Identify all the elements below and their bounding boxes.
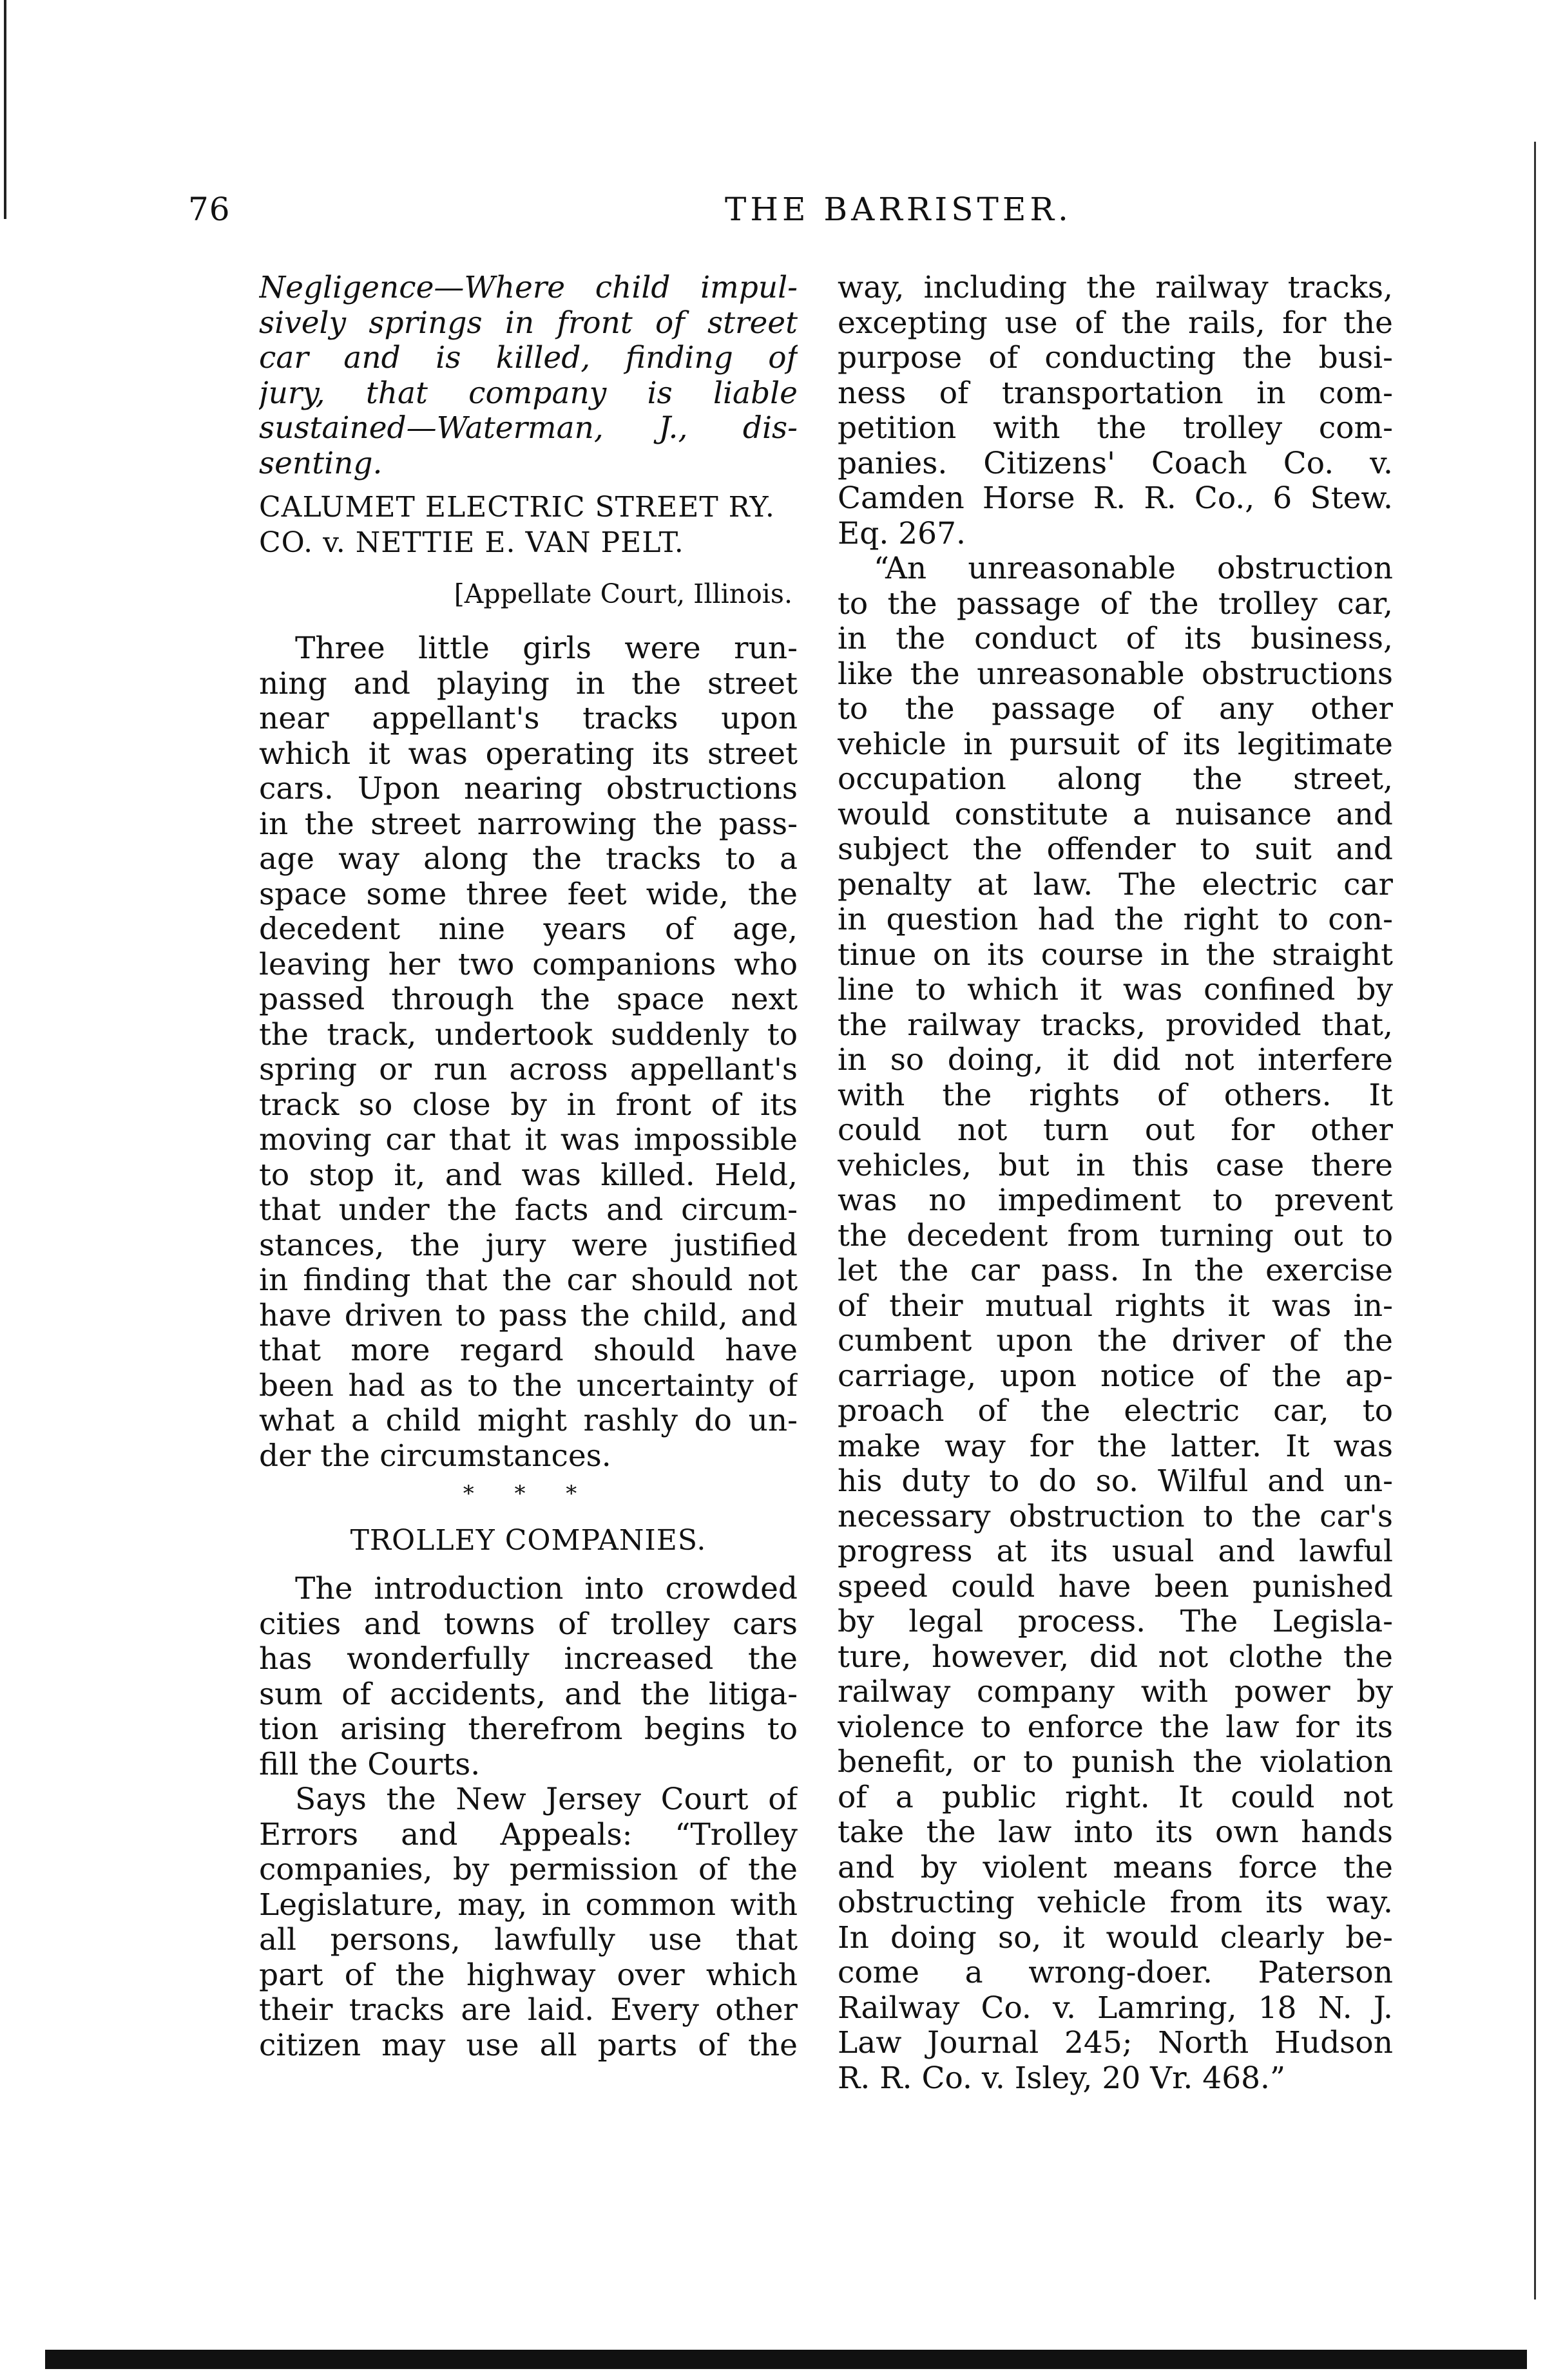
text-line: decedent nine years of age, [259, 912, 798, 947]
text-line: like the unreasonable obstructions [838, 656, 1393, 692]
text-line: necessary obstruction to the car's [838, 1499, 1393, 1534]
opinion-paragraph [259, 631, 798, 1474]
text-line: cars. Upon nearing obstructions [259, 772, 798, 806]
headnote-line: senting. [259, 446, 383, 481]
text-line: could not turn out for other [838, 1113, 1393, 1148]
text-line: with the rights of others. It [838, 1078, 1393, 1113]
quoted-paragraph [838, 551, 1393, 2096]
text-line: of their mutual rights it was in- [838, 1288, 1393, 1324]
scan-edge-left [4, 0, 6, 219]
text-line: to the passage of any other [838, 692, 1393, 727]
text-line: that under the facts and circum- [259, 1193, 798, 1228]
text-line: that more regard should have [259, 1333, 798, 1368]
headnote-line: Negligence—Where child impul- [259, 271, 798, 305]
headnote [259, 271, 798, 481]
text-line: in finding that the car should not [259, 1263, 798, 1298]
text-line: leaving her two companions who [259, 947, 798, 982]
text-line: Legislature, may, in common with [259, 1887, 798, 1923]
case-caption [259, 490, 798, 560]
text-line: panies. Citizens' Coach Co. v. [838, 446, 1393, 481]
text-line: Three little girls were run- [295, 631, 798, 666]
text-line: obstructing vehicle from its way. [838, 1885, 1393, 1920]
text-line: R. R. Co. v. Isley, 20 Vr. 468.” [838, 2061, 1285, 2096]
text-line: to stop it, and was killed. Held, [259, 1157, 798, 1193]
text-line: companies, by permission of the [259, 1852, 798, 1887]
text-line: age way along the tracks to a [259, 842, 798, 877]
body-paragraph [259, 1572, 798, 1782]
text-line: part of the highway over which [259, 1957, 798, 1993]
text-line: ture, however, did not clothe the [838, 1639, 1393, 1675]
text-line: tinue on its course in the straight [838, 937, 1393, 973]
text-line: Railway Co. v. Lamring, 18 N. J. [838, 1990, 1393, 2026]
text-line: Law Journal 245; North Hudson [838, 2026, 1393, 2061]
text-line: stances, the jury were justified [259, 1228, 798, 1263]
text-line: Camden Horse R. R. Co., 6 Stew. [838, 481, 1393, 516]
text-line: excepting use of the rails, for the [838, 305, 1393, 341]
text-line: would constitute a nuisance and [838, 797, 1393, 832]
text-line: carriage, upon notice of the ap- [838, 1358, 1393, 1394]
text-line: come a wrong-doer. Paterson [838, 1956, 1393, 1990]
case-caption-line: CO. v. NETTIE E. VAN PELT. [259, 526, 684, 559]
text-line: In doing so, it would clearly be- [838, 1920, 1393, 1956]
text-line: has wonderfully increased the [259, 1642, 798, 1677]
text-line: by legal process. The Legisla- [838, 1604, 1393, 1639]
running-head [0, 191, 1545, 242]
text-line: in question had the right to con- [838, 902, 1393, 937]
text-line: the track, undertook suddenly to [259, 1017, 798, 1052]
text-line: citizen may use all parts of the [259, 2028, 798, 2063]
text-line: what a child might rashly do un- [259, 1404, 798, 1438]
text-line: which it was operating its street [259, 736, 798, 772]
text-line: Says the New Jersey Court of [295, 1782, 798, 1817]
text-line: been had as to the uncertainty of [259, 1368, 798, 1404]
text-line: let the car pass. In the exercise [838, 1253, 1393, 1288]
text-line: and by violent means force the [838, 1850, 1393, 1885]
text-line: tion arising therefrom begins to [259, 1712, 798, 1747]
text-line: his duty to do so. Wilful and un- [838, 1464, 1393, 1499]
text-line: in the conduct of its business, [838, 622, 1393, 656]
journal-title: THE BARRISTER. [725, 191, 1072, 228]
text-line: the decedent from turning out to [838, 1218, 1393, 1253]
court-name: [Appellate Court, Illinois. [454, 578, 792, 609]
body-paragraph [259, 1782, 798, 2063]
scan-bottom-border [45, 2350, 1527, 2369]
text-line: to the passage of the trolley car, [838, 586, 1393, 622]
text-line: The introduction into crowded [295, 1572, 798, 1606]
text-line: near appellant's tracks upon [259, 701, 798, 736]
right-column [838, 271, 1393, 2096]
text-line: cities and towns of trolley cars [259, 1606, 798, 1642]
text-line: ning and playing in the street [259, 666, 798, 701]
text-line: fill the Courts. [259, 1747, 481, 1782]
text-line: way, including the railway tracks, [838, 271, 1393, 305]
text-line: spring or run across appellant's [259, 1052, 798, 1087]
text-line: sum of accidents, and the litiga- [259, 1677, 798, 1712]
text-line: the railway tracks, provided that, [838, 1007, 1393, 1043]
text-line: violence to enforce the law for its [838, 1709, 1393, 1745]
text-line: speed could have been punished [838, 1569, 1393, 1604]
text-line: have driven to pass the child, and [259, 1298, 798, 1333]
text-line: track so close by in front of its [259, 1087, 798, 1123]
text-line: penalty at law. The electric car [838, 867, 1393, 902]
text-line: of a public right. It could not [838, 1780, 1393, 1815]
text-line: vehicles, but in this case there [838, 1148, 1393, 1183]
text-line: make way for the latter. It was [838, 1429, 1393, 1464]
body-paragraph [838, 271, 1393, 551]
text-line: cumbent upon the driver of the [838, 1324, 1393, 1358]
text-line: occupation along the street, [838, 762, 1393, 797]
text-line: railway company with power by [838, 1675, 1393, 1709]
text-line: passed through the space next [259, 982, 798, 1017]
text-line: ness of transportation in com- [838, 376, 1393, 411]
text-line: benefit, or to punish the violation [838, 1745, 1393, 1780]
text-line: their tracks are laid. Every other [259, 1993, 798, 2028]
text-line: Errors and Appeals: “Trolley [259, 1817, 798, 1852]
text-line: subject the offender to suit and [838, 832, 1393, 867]
section-separator: * * * [463, 1481, 594, 1507]
text-line: progress at its usual and lawful [838, 1534, 1393, 1569]
scan-edge-right [1534, 142, 1536, 2299]
text-line: was no impediment to prevent [838, 1183, 1393, 1218]
text-line: line to which it was confined by [838, 973, 1393, 1007]
text-line: all persons, lawfully use that [259, 1923, 798, 1957]
page-number: 76 [188, 191, 231, 228]
text-line: petition with the trolley com- [838, 411, 1393, 446]
text-line: in the street narrowing the pass- [259, 806, 798, 842]
text-line: moving car that it was impossible [259, 1123, 798, 1157]
headnote-line: car and is killed, finding of [259, 341, 798, 376]
section-heading: TROLLEY COMPANIES. [350, 1524, 707, 1557]
headnote-line: jury, that company is liable [259, 376, 798, 411]
text-line: vehicle in pursuit of its legitimate [838, 727, 1393, 762]
text-line: “An unreasonable obstruction [874, 551, 1393, 586]
headnote-line: sively springs in front of street [259, 305, 798, 341]
text-line: purpose of conducting the busi- [838, 341, 1393, 376]
text-line: space some three feet wide, the [259, 877, 798, 912]
text-line: take the law into its own hands [838, 1815, 1393, 1850]
text-line: in so doing, it did not interfere [838, 1043, 1393, 1078]
text-line: Eq. 267. [838, 516, 966, 551]
text-line: proach of the electric car, to [838, 1394, 1393, 1429]
text-line: der the circumstances. [259, 1438, 611, 1474]
left-column [259, 271, 798, 2063]
headnote-line: sustained—Waterman, J., dis- [259, 411, 798, 446]
case-caption-line: CALUMET ELECTRIC STREET RY. [259, 491, 775, 524]
